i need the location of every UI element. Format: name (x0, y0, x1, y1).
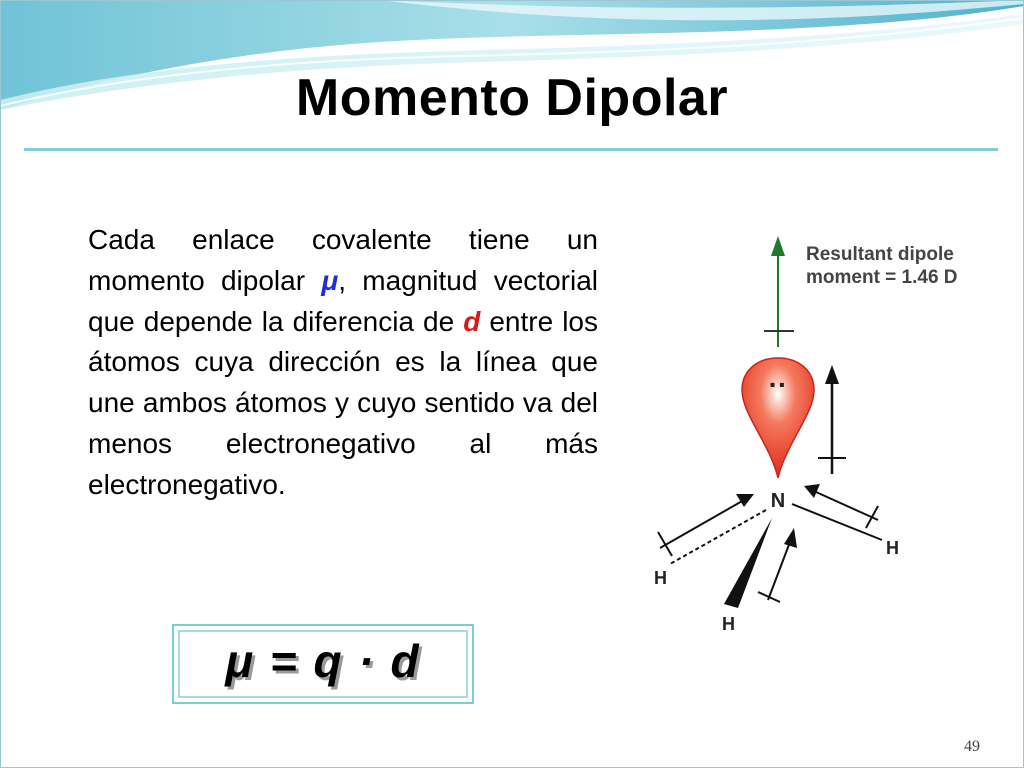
dipole-caption-line2: moment = 1.46 D (806, 267, 958, 288)
lone-pair-dots: ·· (768, 369, 788, 400)
ammonia-dipole-diagram (620, 222, 1000, 642)
body-text-part2: , magnitud vectorial que depende la diferencia de (88, 264, 598, 337)
hydrogen-right-label: H (886, 538, 899, 558)
lone-pair-dipole-arrow (818, 365, 846, 474)
resultant-dipole-arrow (764, 236, 794, 347)
body-text-part3: entre los átomos cuya dirección es la línea que une ambos átomos y cuyo sentido va del menos electronegativo al más electronegativo. (88, 305, 598, 500)
formula-box (172, 624, 474, 704)
nitrogen-atom-label: N (770, 490, 786, 512)
dipole-caption-line1: Resultant dipole (806, 244, 954, 265)
d-symbol: d (463, 305, 481, 337)
body-paragraph (88, 220, 598, 506)
hydrogen-bottom-label: H (722, 614, 735, 634)
page-number: 49 (964, 738, 980, 755)
title-divider (24, 148, 998, 151)
body-text-part1: Cada enlace covalente tiene un momento dipolar (88, 224, 598, 296)
mu-symbol: μ (321, 264, 339, 296)
hydrogen-left-label: H (654, 568, 667, 588)
slide-title: Momento Dipolar (295, 69, 729, 127)
bond-dipole-arrow-right (804, 484, 878, 528)
formula-text: μ = q · d (225, 635, 421, 687)
